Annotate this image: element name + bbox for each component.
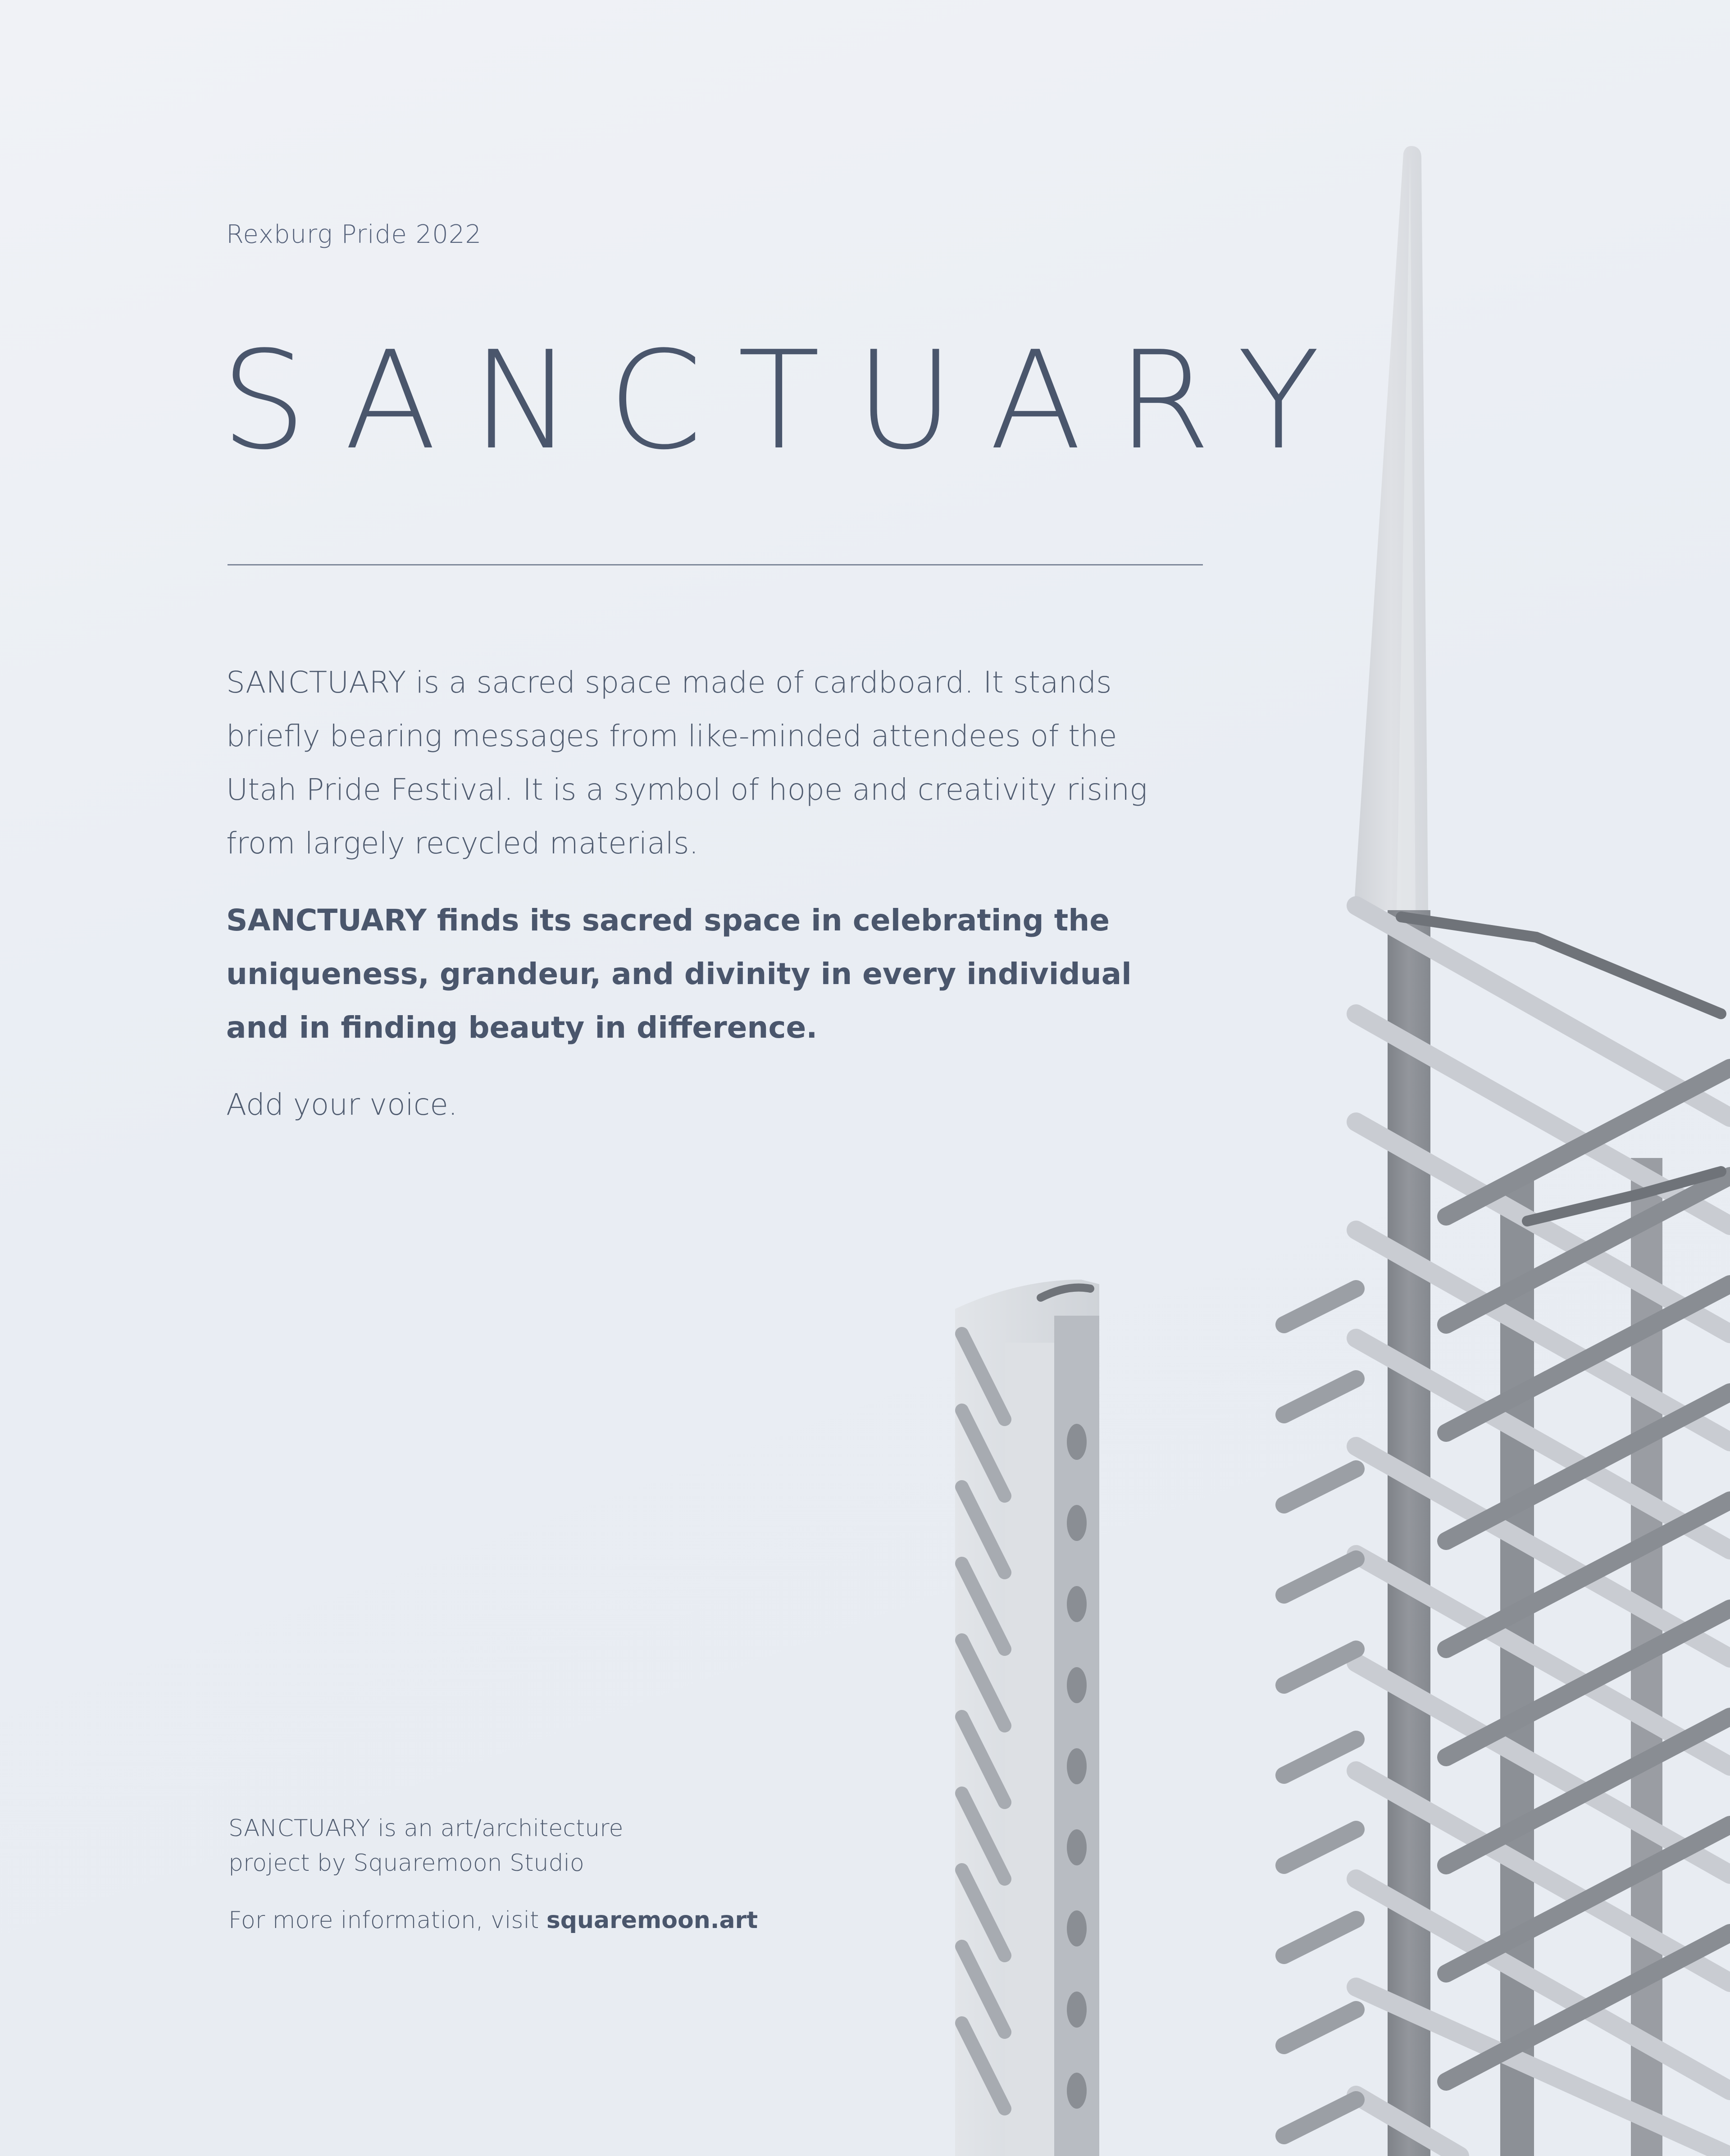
credit-line: project by Squaremoon Studio	[228, 1850, 584, 1877]
description-paragraph: SANCTUARY is a sacred space made of cardboard. It stands briefly bearing messages from like-minded attendees of the Utah Pride Festival. It is a symbol of hope and creativity rising from largely recycled materials.	[226, 665, 1147, 861]
credits	[228, 1811, 859, 1938]
page-title: SANCTUARY	[221, 322, 1355, 479]
middle-panel	[1284, 1289, 1356, 2136]
call-to-action: Add your voice.	[226, 1087, 458, 1122]
spire	[1354, 146, 1428, 910]
tower-post	[1388, 910, 1430, 2156]
more-info-text: For more information, visit	[228, 1907, 546, 1934]
description-statement: SANCTUARY finds its sacred space in celebrating the uniqueness, grandeur, and divinity in every individual and in finding beauty in difference.	[226, 903, 1132, 1045]
event-label: Rexburg Pride 2022	[226, 220, 482, 249]
more-info	[228, 1903, 859, 1938]
sculpture-illustration	[937, 144, 1730, 2156]
credit-line: SANCTUARY is an art/architecture	[228, 1815, 624, 1842]
website-link[interactable]: squaremoon.art	[546, 1907, 758, 1934]
